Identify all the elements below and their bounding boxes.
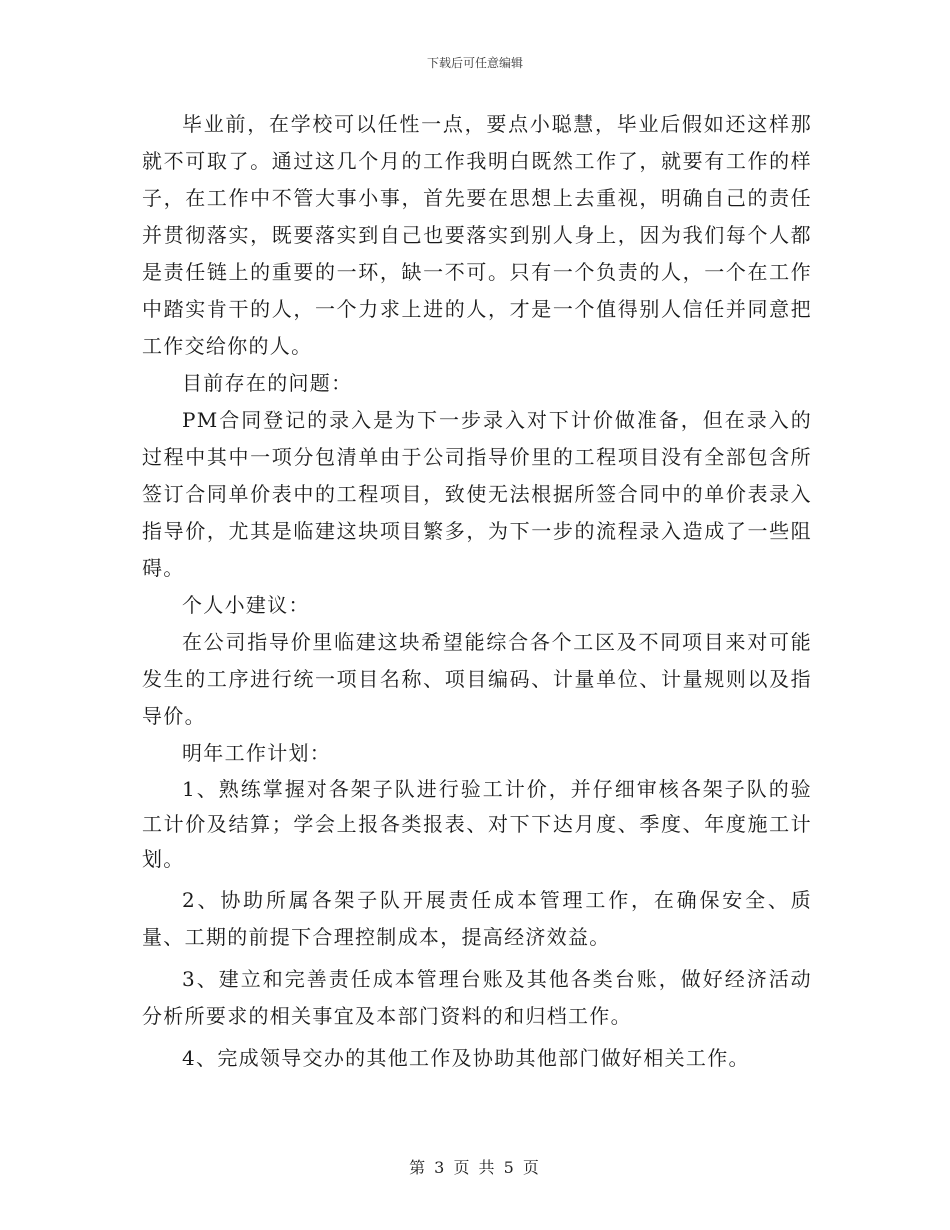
document-body — [142, 106, 812, 1077]
plan-item-4: 4、完成领导交办的其他工作及协助其他部门做好相关工作。 — [182, 1046, 750, 1070]
paragraph-graduation-reflection: 毕业前，在学校可以任性一点，要点小聪慧，毕业后假如还这样那就不可取了。通过这几个月的工作我明白既然工作了，就要有工作的样子，在工作中不管大事小事，首先要在思想上去重视，明确自己的责任并贯彻落实，既要落实到自己也要落实到别人身上，因为我们每个人都是责任链上的重要的一环，缺一不可。只有一个负责的人，一个在工作中踏实肯干的人，一个力求上进的人，才是一个值得别人信任并同意把工作交给你的人。 — [142, 112, 812, 358]
paragraph-pm-contract-problem: PM合同登记的录入是为下一步录入对下计价做准备，但在录入的过程中其中一项分包清单由于公司指导价里的工程项目没有全部包含所签订合同单价表中的工程项目，致使无法根据所签合同中的单价表录入指导价，尤其是临建这块项目繁多，为下一步的流程录入造成了一些阻碍。 — [142, 408, 812, 580]
page-number-footer: 第 3 页 共 5 页 — [409, 1158, 541, 1177]
heading-current-problems: 目前存在的问题： — [182, 371, 353, 395]
paragraph-suggestion: 在公司指导价里临建这块希望能综合各个工区及不同项目来对可能发生的工序进行统一项目名称、项目编码、计量单位、计量规则以及指导价。 — [142, 630, 812, 728]
plan-item-1: 1、熟练掌握对各架子队进行验工计价，并仔细审核各架子队的验工计价及结算；学会上报各类报表、对下下达月度、季度、年度施工计划。 — [142, 777, 812, 871]
page-header: 下载后可任意编辑 — [426, 56, 523, 70]
heading-personal-suggestion: 个人小建议： — [182, 593, 310, 617]
plan-item-2: 2、协助所属各架子队开展责任成本管理工作，在确保安全、质量、工期的前提下合理控制成本，提高经济效益。 — [142, 888, 812, 949]
plan-item-3: 3、建立和完善责任成本管理台账及其他各类台账，做好经济活动分析所要求的相关事宜及本部门资料的和归档工作。 — [142, 967, 812, 1028]
heading-next-year-plan: 明年工作计划： — [182, 741, 332, 765]
